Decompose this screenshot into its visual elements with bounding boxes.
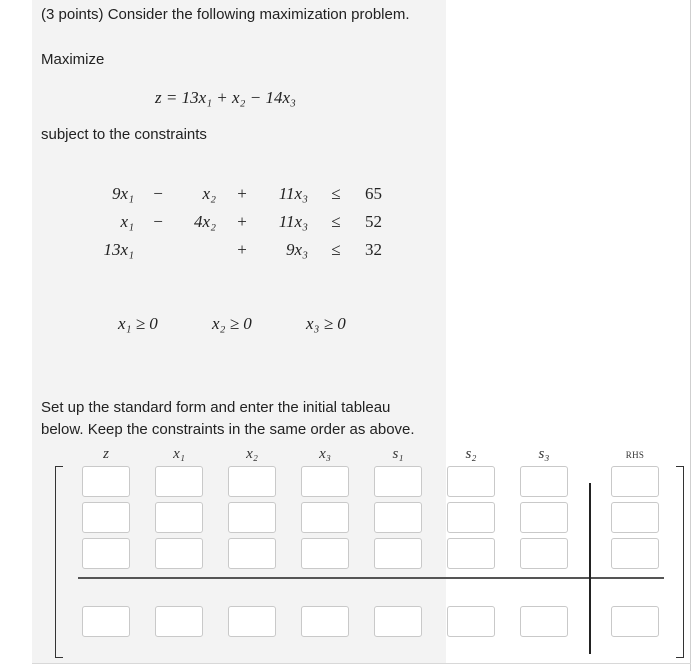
page-edge-bottom: [32, 663, 691, 664]
tableau-cell-obj-x3[interactable]: [301, 606, 349, 637]
maximize-label: Maximize: [41, 51, 105, 68]
tableau-header-s2: s₂: [465, 446, 477, 462]
tableau-header-x1: x₁: [173, 446, 185, 462]
constraint-3-relation: ≤: [331, 240, 341, 259]
page-edge: [690, 0, 691, 671]
tableau-cell-r3-z[interactable]: [82, 538, 130, 569]
constraint-2-op1: −: [153, 212, 163, 231]
constraint-3-term-x1: 13x₁: [103, 240, 134, 259]
tableau-cell-r1-z[interactable]: [82, 466, 130, 497]
constraint-1-relation: ≤: [331, 184, 341, 203]
tableau-cell-r2-x2[interactable]: [228, 502, 276, 533]
constraint-1-op1: −: [153, 184, 163, 203]
subject-to-label: subject to the constraints: [41, 126, 207, 143]
tableau-header-x3: x₃: [319, 446, 331, 462]
constraint-2-op2: +: [237, 212, 247, 231]
tableau-cell-obj-rhs[interactable]: [611, 606, 659, 637]
tableau-cell-obj-s1[interactable]: [374, 606, 422, 637]
constraint-1-term-x2: x₂: [202, 184, 216, 203]
instruction-line-1: Set up the standard form and enter the initial tableau: [41, 399, 391, 416]
tableau-cell-r1-x2[interactable]: [228, 466, 276, 497]
tableau-cell-obj-z[interactable]: [82, 606, 130, 637]
tableau-cell-r2-x3[interactable]: [301, 502, 349, 533]
tableau-cell-r3-s3[interactable]: [520, 538, 568, 569]
tableau-cell-obj-x1[interactable]: [155, 606, 203, 637]
constraint-2-term-x1: x₁: [120, 212, 134, 231]
tableau-cell-r2-rhs[interactable]: [611, 502, 659, 533]
constraint-2-term-x3: 11x₃: [278, 212, 308, 231]
tableau-cell-r2-x1[interactable]: [155, 502, 203, 533]
tableau-cell-r1-s2[interactable]: [447, 466, 495, 497]
tableau-cell-r3-x1[interactable]: [155, 538, 203, 569]
constraint-2-term-x2: 4x₂: [194, 212, 216, 231]
tableau-cell-r2-s3[interactable]: [520, 502, 568, 533]
objective-row-separator: [78, 577, 664, 579]
tableau-cell-obj-s2[interactable]: [447, 606, 495, 637]
tableau-header-rhs: RHS: [625, 450, 645, 460]
objective-function: z = 13x₁ + x₂ − 14x₃: [155, 88, 296, 107]
question-intro: (3 points) Consider the following maximization problem.: [41, 6, 410, 23]
tableau-header-s3: s₃: [538, 446, 550, 462]
constraint-1-term-x1: 9x₁: [112, 184, 134, 203]
constraint-3-rhs: 32: [365, 240, 382, 259]
constraint-2-relation: ≤: [331, 212, 341, 231]
tableau-cell-r2-s1[interactable]: [374, 502, 422, 533]
constraint-3-op2: +: [237, 240, 247, 259]
constraint-3-term-x3: 9x₃: [286, 240, 308, 259]
tableau-cell-obj-s3[interactable]: [520, 606, 568, 637]
tableau-cell-r1-s1[interactable]: [374, 466, 422, 497]
matrix-left-bracket: [55, 466, 63, 658]
constraint-1-op2: +: [237, 184, 247, 203]
constraint-1-term-x3: 11x₃: [278, 184, 308, 203]
tableau-cell-r1-x3[interactable]: [301, 466, 349, 497]
nonneg-x2: x₂ ≥ 0: [212, 314, 252, 333]
tableau-header-x2: x₂: [246, 446, 258, 462]
tableau-cell-r2-s2[interactable]: [447, 502, 495, 533]
nonneg-x1: x₁ ≥ 0: [118, 314, 158, 333]
tableau-cell-r3-x3[interactable]: [301, 538, 349, 569]
constraint-1-rhs: 65: [365, 184, 382, 203]
tableau-cell-obj-x2[interactable]: [228, 606, 276, 637]
instruction-line-2: below. Keep the constraints in the same order as above.: [41, 421, 415, 438]
tableau-cell-r3-rhs[interactable]: [611, 538, 659, 569]
tableau-cell-r3-x2[interactable]: [228, 538, 276, 569]
matrix-right-bracket: [676, 466, 684, 658]
tableau-cell-r1-rhs[interactable]: [611, 466, 659, 497]
tableau-cell-r1-s3[interactable]: [520, 466, 568, 497]
tableau-header-s1: s₁: [392, 446, 404, 462]
nonneg-x3: x₃ ≥ 0: [306, 314, 346, 333]
tableau-header-z: z: [103, 446, 109, 462]
rhs-column-separator: [589, 483, 591, 654]
tableau-cell-r1-x1[interactable]: [155, 466, 203, 497]
tableau-cell-r3-s1[interactable]: [374, 538, 422, 569]
tableau-cell-r3-s2[interactable]: [447, 538, 495, 569]
constraint-2-rhs: 52: [365, 212, 382, 231]
tableau-cell-r2-z[interactable]: [82, 502, 130, 533]
